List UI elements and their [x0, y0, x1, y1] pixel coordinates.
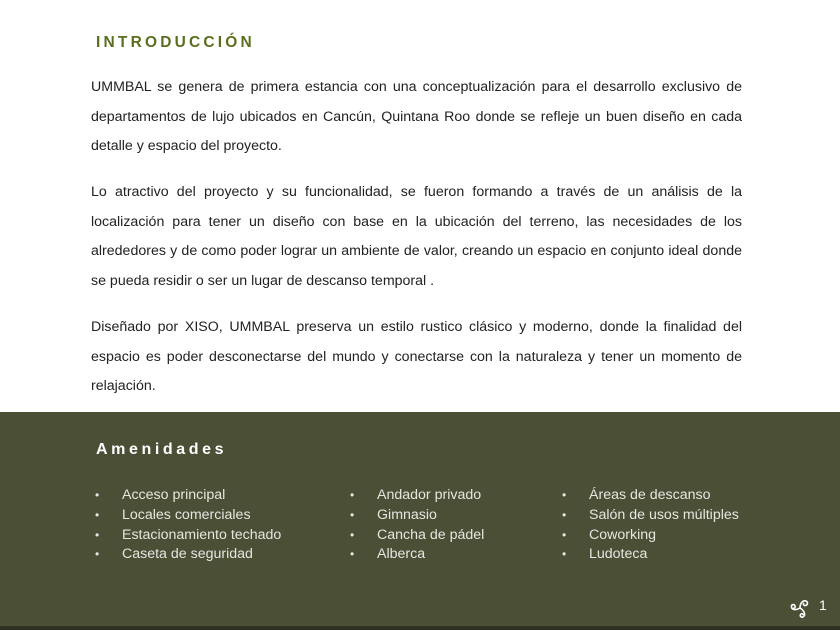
amenity-item: [350, 526, 484, 546]
amenities-title: Amenidades: [96, 441, 228, 458]
amenity-item: [95, 526, 281, 546]
amenity-label: Salón de usos múltiples: [589, 506, 739, 523]
bullet-icon: •: [350, 488, 355, 502]
amenity-item: [562, 526, 739, 546]
bullet-icon: •: [95, 507, 100, 522]
amenities-section: [0, 412, 840, 630]
amenity-label: Acceso principal: [122, 487, 226, 503]
amenity-label: Cancha de pádel: [377, 526, 485, 543]
triskelion-icon: [787, 596, 813, 620]
amenity-label: Ludoteca: [589, 546, 648, 563]
amenity-item: [95, 545, 281, 565]
bullet-icon: •: [562, 527, 567, 542]
amenity-item: [95, 486, 281, 506]
amenity-item: [562, 506, 739, 526]
amenity-item: [562, 545, 739, 565]
amenity-label: Andador privado: [377, 487, 482, 503]
bullet-icon: •: [95, 527, 100, 542]
bullet-icon: •: [562, 547, 567, 562]
bullet-icon: •: [562, 507, 567, 522]
amenity-label: Gimnasio: [377, 506, 437, 523]
amenity-item: [350, 486, 484, 506]
amenities-column-3: [562, 486, 739, 565]
amenity-label: Coworking: [589, 526, 657, 543]
page-number: 1: [819, 597, 827, 613]
bullet-icon: •: [95, 547, 100, 562]
bullet-icon: •: [350, 527, 355, 542]
amenities-column-1: [95, 486, 281, 565]
introduction-title: INTRODUCCIÓN: [96, 34, 255, 51]
amenity-label: Caseta de seguridad: [122, 546, 253, 563]
amenity-label: Áreas de descanso: [589, 487, 711, 503]
bottom-divider: [0, 626, 840, 630]
amenity-label: Alberca: [377, 546, 426, 563]
amenity-item: [350, 506, 484, 526]
amenity-item: [95, 506, 281, 526]
amenities-column-2: [350, 486, 484, 565]
amenity-label: Locales comerciales: [122, 506, 251, 523]
amenity-item: [350, 545, 484, 565]
bullet-icon: •: [350, 507, 355, 522]
intro-paragraph-1: UMMBAL se genera de primera estancia con una conceptualización para el desarrollo exclusivo de departamentos de lujo ubicados en Cancún, Quintana Roo donde se refleje un buen diseño en cada detalle y espacio del proyecto.: [91, 79, 742, 154]
amenity-item: [562, 486, 739, 506]
intro-paragraph-2: Lo atractivo del proyecto y su funcionalidad, se fueron formando a través de un análisis de la localización para tener un diseño con base en la ubicación del terreno, las necesidades de los alrededores y de como poder lograr un ambiente de valor, creando un espacio en conjunto ideal donde se pueda residir o ser un lugar de descanso temporal .: [91, 184, 742, 289]
bullet-icon: •: [562, 488, 567, 502]
bullet-icon: •: [95, 488, 100, 502]
bullet-icon: •: [350, 547, 355, 562]
amenity-label: Estacionamiento techado: [122, 526, 282, 543]
intro-paragraph-3: Diseñado por XISO, UMMBAL preserva un estilo rustico clásico y moderno, donde la finalidad del espacio es poder desconectarse del mundo y conectarse con la naturaleza y tener un momento de relajación.: [91, 319, 742, 394]
